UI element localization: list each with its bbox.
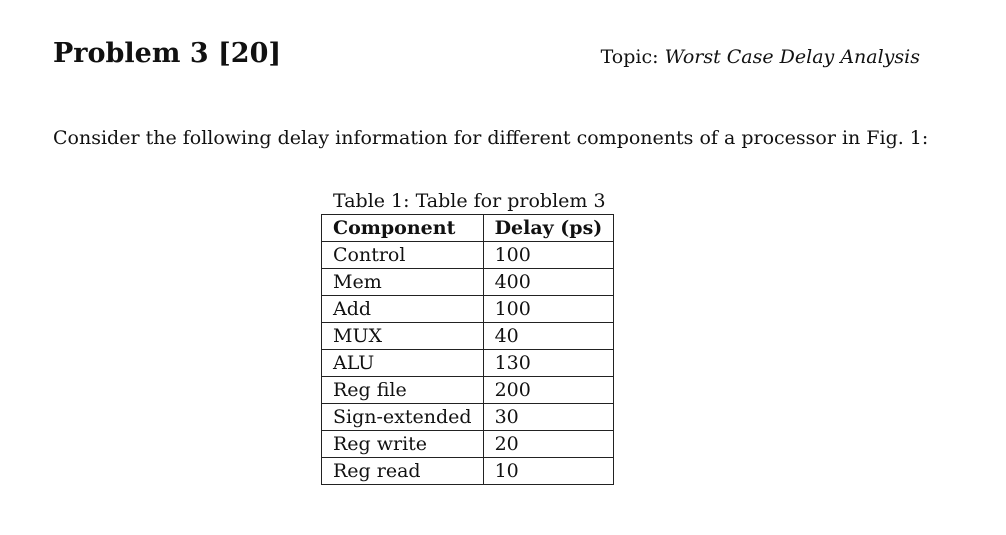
delay-cell: 40	[483, 323, 614, 350]
component-cell: Add	[322, 296, 484, 323]
delay-cell: 20	[483, 431, 614, 458]
delay-cell: 10	[483, 458, 614, 485]
delay-cell: 400	[483, 269, 614, 296]
component-cell: Control	[322, 242, 484, 269]
delay-cell: 30	[483, 404, 614, 431]
component-cell: Reg file	[322, 377, 484, 404]
delay-cell: 130	[483, 350, 614, 377]
problem-title: Problem 3 [20]	[53, 38, 282, 69]
topic-line	[601, 44, 920, 70]
intro-paragraph: Consider the following delay information for different components of a processor in Fig. 1:	[53, 127, 929, 149]
component-cell: MUX	[322, 323, 484, 350]
table-row	[322, 404, 614, 431]
delay-table	[321, 214, 614, 485]
delay-cell: 100	[483, 242, 614, 269]
topic-value: Worst Case Delay Analysis	[664, 46, 920, 68]
component-cell: Mem	[322, 269, 484, 296]
table-row	[322, 377, 614, 404]
table-row	[322, 431, 614, 458]
table-caption: Table 1: Table for problem 3	[333, 190, 606, 212]
table-row	[322, 242, 614, 269]
header-delay: Delay (ps)	[483, 215, 614, 242]
component-cell: Sign-extended	[322, 404, 484, 431]
component-cell: ALU	[322, 350, 484, 377]
table-row	[322, 350, 614, 377]
table-row	[322, 323, 614, 350]
table-header-row	[322, 215, 614, 242]
table-row	[322, 296, 614, 323]
topic-label: Topic:	[600, 46, 659, 68]
component-cell: Reg write	[322, 431, 484, 458]
table-row	[322, 458, 614, 485]
component-cell: Reg read	[322, 458, 484, 485]
table-row	[322, 269, 614, 296]
header-component: Component	[322, 215, 484, 242]
delay-cell: 200	[483, 377, 614, 404]
delay-cell: 100	[483, 296, 614, 323]
